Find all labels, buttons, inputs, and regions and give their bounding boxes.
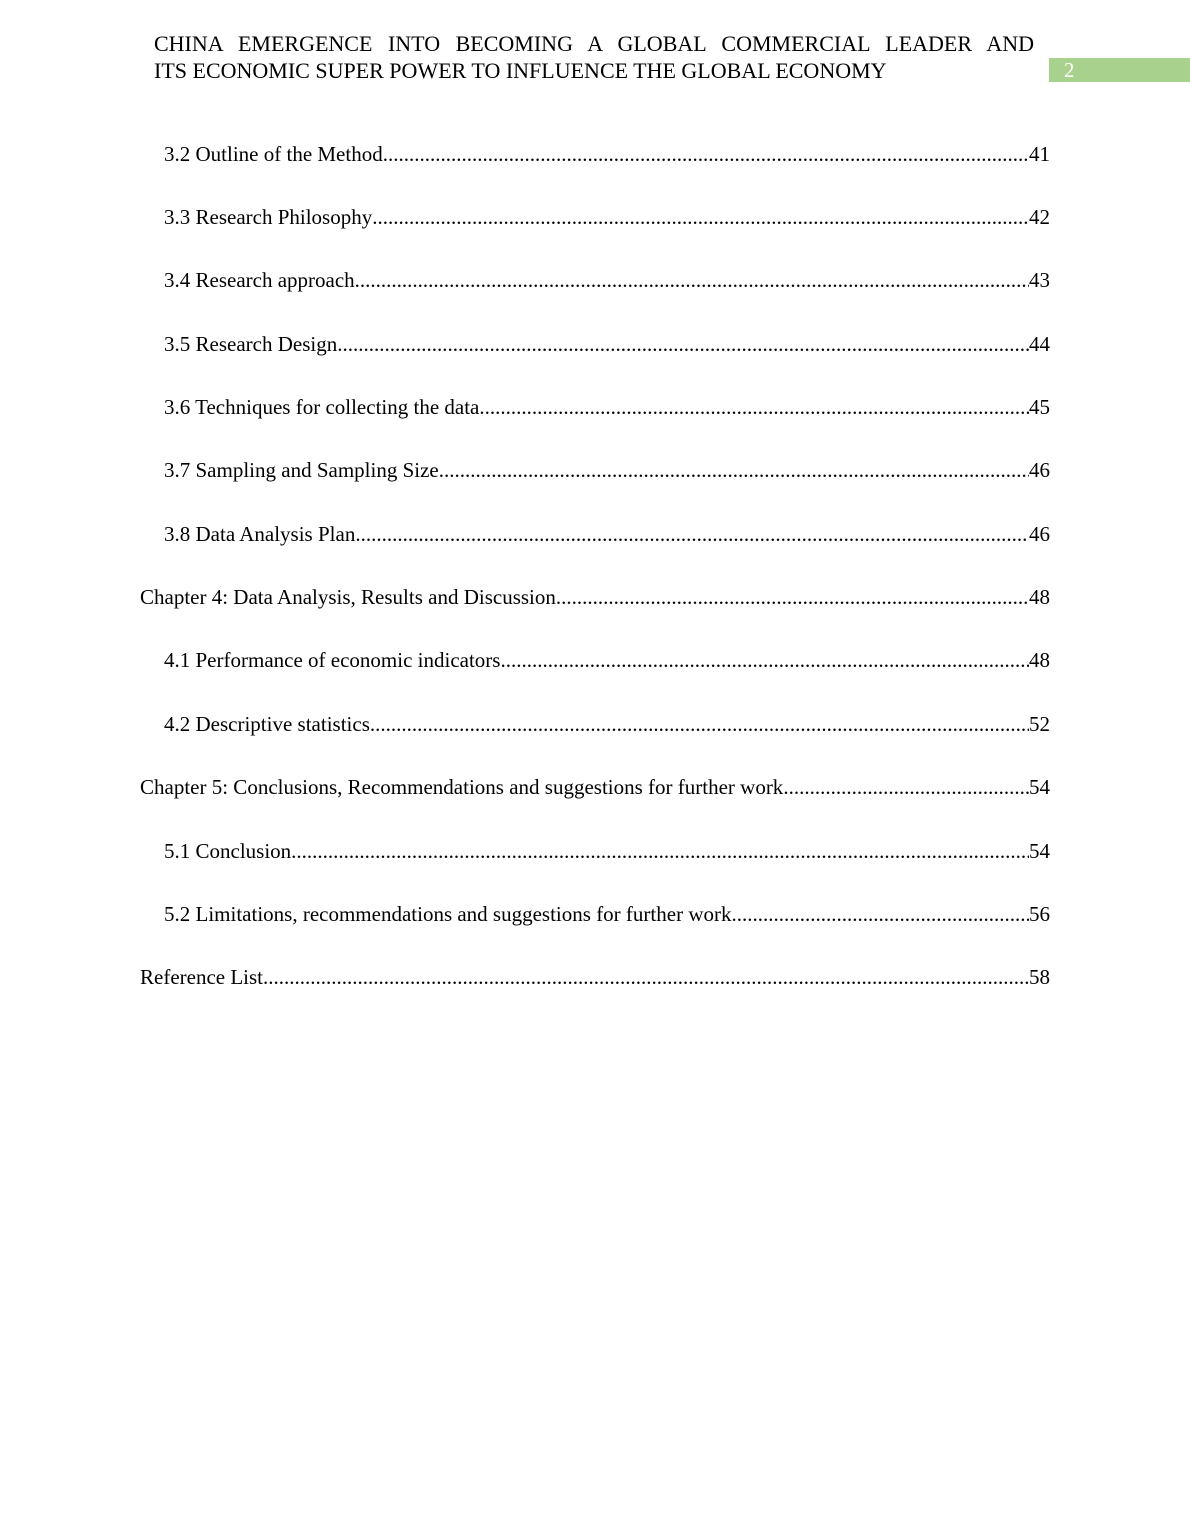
toc-entry-label: 3.5 Research Design <box>164 332 338 356</box>
toc-entry-page: 56 <box>1029 902 1050 926</box>
toc-leader-dots <box>370 711 1029 737</box>
toc-leader-dots <box>355 521 1029 547</box>
toc-entry-label: 3.2 Outline of the Method <box>164 142 383 166</box>
toc-entry-4-1[interactable] <box>164 647 1050 673</box>
toc-entry-label: Reference List <box>140 965 264 989</box>
toc-entry-page: 41 <box>1029 142 1050 166</box>
page-number-badge: 2 <box>1049 58 1190 82</box>
toc-entry-label: 3.8 Data Analysis Plan <box>164 522 356 546</box>
toc-entry-page: 42 <box>1029 205 1050 229</box>
toc-entry-label: 5.2 Limitations, recommendations and suggestions for further work <box>164 902 732 926</box>
toc-entry-5-2[interactable] <box>164 901 1050 927</box>
toc-leader-dots <box>355 267 1029 293</box>
toc-leader-dots <box>439 457 1029 483</box>
toc-entry-page: 54 <box>1029 839 1050 863</box>
toc-leader-dots <box>383 141 1029 167</box>
toc-leader-dots <box>291 838 1029 864</box>
toc-entry-reference-list[interactable] <box>140 964 1050 990</box>
toc-entry-page: 54 <box>1029 775 1050 799</box>
toc-entry-chapter-4[interactable] <box>140 584 1050 610</box>
toc-entry-page: 46 <box>1029 522 1050 546</box>
header-title-line-2: ITS ECONOMIC SUPER POWER TO INFLUENCE THE GLOBAL ECONOMY <box>154 58 887 83</box>
toc-entry-4-2[interactable] <box>164 711 1050 737</box>
toc-entry-page: 48 <box>1029 585 1050 609</box>
toc-leader-dots <box>372 204 1029 230</box>
toc-entry-3-8[interactable] <box>164 521 1050 547</box>
toc-entry-page: 45 <box>1029 395 1050 419</box>
toc-entry-5-1[interactable] <box>164 838 1050 864</box>
toc-entry-label: 4.1 Performance of economic indicators <box>164 648 501 672</box>
toc-entry-3-2[interactable] <box>164 141 1050 167</box>
toc-entry-label: 3.3 Research Philosophy <box>164 205 373 229</box>
toc-leader-dots <box>731 901 1029 927</box>
toc-leader-dots <box>500 647 1029 673</box>
toc-entry-page: 48 <box>1029 648 1050 672</box>
toc-entry-3-6[interactable] <box>164 394 1050 420</box>
toc-leader-dots <box>479 394 1029 420</box>
toc-entry-chapter-5[interactable] <box>140 774 1050 800</box>
toc-entry-label: Chapter 5: Conclusions, Recommendations and suggestions for further work <box>140 775 784 799</box>
toc-entry-page: 58 <box>1029 965 1050 989</box>
toc-entry-3-3[interactable] <box>164 204 1050 230</box>
toc-entry-label: 4.2 Descriptive statistics <box>164 712 370 736</box>
toc-leader-dots <box>263 964 1029 990</box>
toc-leader-dots <box>337 331 1029 357</box>
toc-entry-3-5[interactable] <box>164 331 1050 357</box>
toc-entry-label: 3.7 Sampling and Sampling Size <box>164 458 439 482</box>
toc-entry-3-7[interactable] <box>164 457 1050 483</box>
toc-entry-label: 3.6 Techniques for collecting the data <box>164 395 480 419</box>
toc-entry-label: Chapter 4: Data Analysis, Results and Discussion <box>140 585 556 609</box>
toc-entry-page: 52 <box>1029 712 1050 736</box>
toc-leader-dots <box>783 774 1029 800</box>
toc-leader-dots <box>556 584 1029 610</box>
toc-entry-page: 43 <box>1029 268 1050 292</box>
toc-entry-label: 5.1 Conclusion <box>164 839 292 863</box>
toc-entry-label: 3.4 Research approach <box>164 268 355 292</box>
toc-entry-page: 46 <box>1029 458 1050 482</box>
running-header-title <box>154 30 1034 84</box>
header-title-line-1: CHINA EMERGENCE INTO BECOMING A GLOBAL COMMERCIAL LEADER AND <box>154 31 1034 56</box>
toc-entry-page: 44 <box>1029 332 1050 356</box>
toc-entry-3-4[interactable] <box>164 267 1050 293</box>
